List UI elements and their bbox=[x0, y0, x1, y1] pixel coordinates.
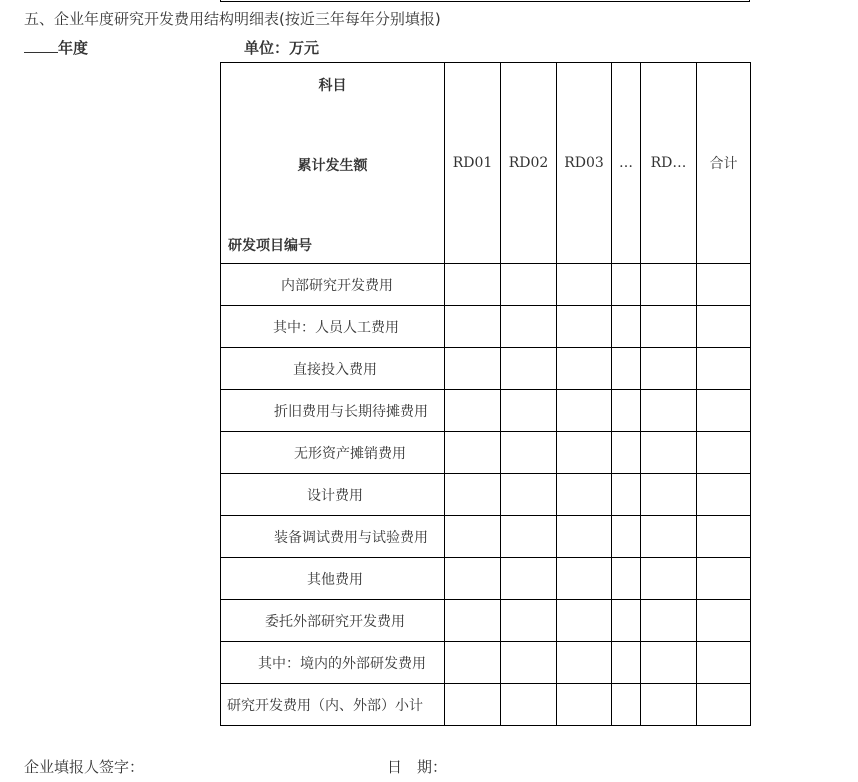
section-title: 五、企业年度研究开发费用结构明细表(按近三年每年分别填报) bbox=[24, 10, 441, 28]
amount-cell[interactable] bbox=[697, 684, 751, 726]
amount-cell[interactable] bbox=[612, 306, 641, 348]
column-header-rd02: RD02 bbox=[501, 63, 557, 264]
row-label: 研究开发费用（内、外部）小计 bbox=[221, 684, 445, 726]
amount-cell[interactable] bbox=[641, 306, 697, 348]
amount-cell[interactable] bbox=[612, 516, 641, 558]
amount-cell[interactable] bbox=[697, 558, 751, 600]
column-header-rd03: RD03 bbox=[557, 63, 612, 264]
amount-cell[interactable] bbox=[445, 558, 501, 600]
amount-cell[interactable] bbox=[501, 474, 557, 516]
row-label: 内部研究开发费用 bbox=[221, 264, 445, 306]
amount-cell[interactable] bbox=[641, 432, 697, 474]
amount-cell[interactable] bbox=[445, 600, 501, 642]
amount-cell[interactable] bbox=[641, 474, 697, 516]
header-row bbox=[221, 63, 751, 264]
amount-cell[interactable] bbox=[557, 306, 612, 348]
amount-cell[interactable] bbox=[501, 600, 557, 642]
amount-cell[interactable] bbox=[557, 390, 612, 432]
amount-cell[interactable] bbox=[612, 642, 641, 684]
amount-cell[interactable] bbox=[557, 474, 612, 516]
amount-cell[interactable] bbox=[557, 432, 612, 474]
amount-cell[interactable] bbox=[445, 264, 501, 306]
amount-cell[interactable] bbox=[445, 306, 501, 348]
table-row bbox=[221, 306, 751, 348]
year-blank[interactable] bbox=[24, 38, 58, 53]
amount-cell[interactable] bbox=[557, 558, 612, 600]
table-row bbox=[221, 348, 751, 390]
amount-cell[interactable] bbox=[612, 684, 641, 726]
amount-cell[interactable] bbox=[612, 474, 641, 516]
date-label: 日 期： bbox=[387, 758, 448, 776]
amount-cell[interactable] bbox=[697, 306, 751, 348]
amount-cell[interactable] bbox=[445, 432, 501, 474]
row-label: 直接投入费用 bbox=[221, 348, 445, 390]
amount-cell[interactable] bbox=[501, 558, 557, 600]
year-suffix: 年度 bbox=[58, 39, 89, 57]
signature-label: 企业填报人签字： bbox=[24, 758, 145, 776]
amount-cell[interactable] bbox=[501, 516, 557, 558]
row-label: 其中：人员人工费用 bbox=[221, 306, 445, 348]
amount-cell[interactable] bbox=[557, 264, 612, 306]
amount-cell[interactable] bbox=[445, 474, 501, 516]
table-row bbox=[221, 432, 751, 474]
rd-expense-table bbox=[220, 62, 751, 726]
row-label: 设计费用 bbox=[221, 474, 445, 516]
amount-cell[interactable] bbox=[641, 600, 697, 642]
amount-cell[interactable] bbox=[501, 348, 557, 390]
amount-cell[interactable] bbox=[445, 516, 501, 558]
amount-cell[interactable] bbox=[445, 684, 501, 726]
amount-cell[interactable] bbox=[557, 642, 612, 684]
amount-cell[interactable] bbox=[612, 264, 641, 306]
row-label: 无形资产摊销费用 bbox=[221, 432, 445, 474]
table-row bbox=[221, 600, 751, 642]
amount-cell[interactable] bbox=[501, 684, 557, 726]
column-header-ellipsis: … bbox=[612, 63, 641, 264]
amount-cell[interactable] bbox=[501, 390, 557, 432]
row-label: 折旧费用与长期待摊费用 bbox=[221, 390, 445, 432]
column-header-rd01: RD01 bbox=[445, 63, 501, 264]
amount-cell[interactable] bbox=[557, 600, 612, 642]
amount-cell[interactable] bbox=[697, 264, 751, 306]
amount-cell[interactable] bbox=[445, 348, 501, 390]
corner-project-no: 研发项目编号 bbox=[228, 238, 312, 254]
amount-cell[interactable] bbox=[641, 264, 697, 306]
corner-subject: 科目 bbox=[318, 78, 347, 94]
row-label: 委托外部研究开发费用 bbox=[221, 600, 445, 642]
amount-cell[interactable] bbox=[641, 642, 697, 684]
amount-cell[interactable] bbox=[697, 474, 751, 516]
amount-cell[interactable] bbox=[612, 348, 641, 390]
amount-cell[interactable] bbox=[501, 264, 557, 306]
amount-cell[interactable] bbox=[557, 348, 612, 390]
amount-cell[interactable] bbox=[612, 390, 641, 432]
amount-cell[interactable] bbox=[697, 642, 751, 684]
amount-cell[interactable] bbox=[697, 348, 751, 390]
amount-cell[interactable] bbox=[697, 516, 751, 558]
table-row bbox=[221, 474, 751, 516]
table-row bbox=[221, 642, 751, 684]
row-label: 装备调试费用与试验费用 bbox=[221, 516, 445, 558]
amount-cell[interactable] bbox=[641, 684, 697, 726]
table-row bbox=[221, 558, 751, 600]
row-label: 其中：境内的外部研发费用 bbox=[221, 642, 445, 684]
amount-cell[interactable] bbox=[697, 600, 751, 642]
column-header-total: 合计 bbox=[697, 63, 751, 264]
amount-cell[interactable] bbox=[612, 600, 641, 642]
amount-cell[interactable] bbox=[501, 306, 557, 348]
amount-cell[interactable] bbox=[501, 642, 557, 684]
unit-label: 单位：万元 bbox=[244, 39, 320, 57]
table-row bbox=[221, 684, 751, 726]
amount-cell[interactable] bbox=[445, 390, 501, 432]
table-row bbox=[221, 390, 751, 432]
table-row bbox=[221, 516, 751, 558]
amount-cell[interactable] bbox=[697, 390, 751, 432]
column-header-rd-more: RD… bbox=[641, 63, 697, 264]
amount-cell[interactable] bbox=[641, 558, 697, 600]
row-label: 其他费用 bbox=[221, 558, 445, 600]
amount-cell[interactable] bbox=[501, 432, 557, 474]
amount-cell[interactable] bbox=[641, 516, 697, 558]
corner-header-cell bbox=[221, 63, 445, 264]
table-row bbox=[221, 264, 751, 306]
amount-cell[interactable] bbox=[445, 642, 501, 684]
amount-cell[interactable] bbox=[612, 432, 641, 474]
year-field bbox=[24, 37, 88, 58]
corner-amount: 累计发生额 bbox=[297, 158, 368, 174]
amount-cell[interactable] bbox=[557, 684, 612, 726]
amount-cell[interactable] bbox=[697, 432, 751, 474]
amount-cell[interactable] bbox=[557, 516, 612, 558]
amount-cell[interactable] bbox=[641, 390, 697, 432]
amount-cell[interactable] bbox=[612, 558, 641, 600]
amount-cell[interactable] bbox=[641, 348, 697, 390]
previous-table-edge bbox=[220, 0, 750, 2]
